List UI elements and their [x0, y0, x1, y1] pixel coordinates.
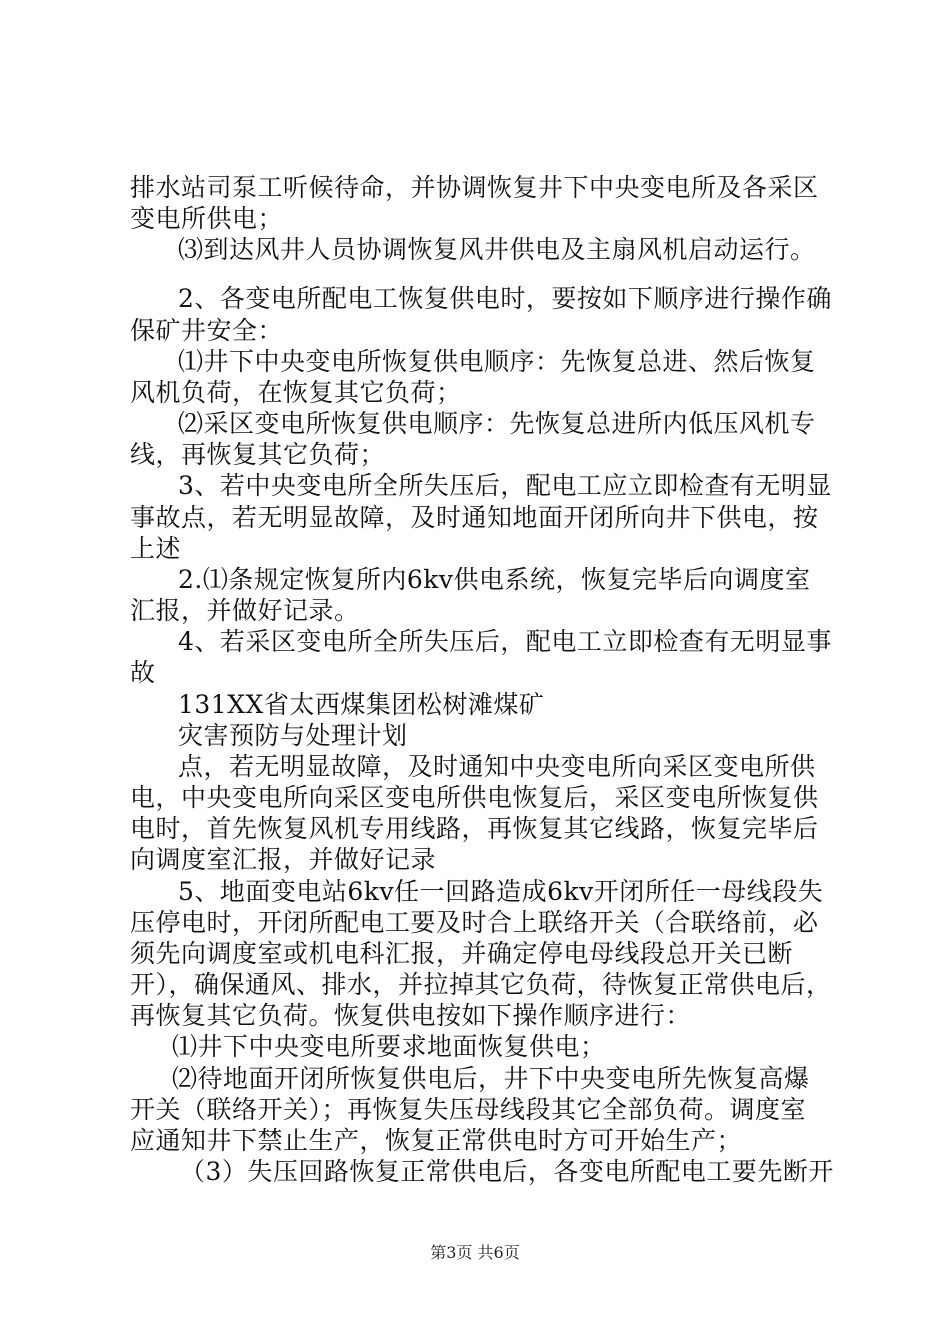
text-line-16: 故 — [130, 658, 156, 687]
text-line-32: （3）失压回路恢复正常供电后，各变电所配电工要先断开 — [180, 1157, 834, 1186]
text-line-23: 5、地面变电站6kv任一回路造成6kv开闭所任一母线段失 — [178, 877, 824, 906]
text-line-11: 事故点，若无明显故障，及时通知地面开闭所向井下供电，按 — [130, 503, 819, 532]
page-footer: 第3页 共6页 — [430, 1243, 520, 1262]
text-line-6: ⑴井下中央变电所恢复供电顺序：先恢复总进、然后恢复 — [178, 347, 816, 376]
text-line-19: 点，若无明显故障，及时通知中央变电所向采区变电所供 — [178, 752, 816, 781]
text-line-27: 再恢复其它负荷。恢复供电按如下操作顺序进行： — [130, 1001, 692, 1030]
text-line-22: 向调度室汇报，并做好记录 — [130, 845, 437, 874]
text-line-18: 灾害预防与处理计划 — [178, 721, 408, 750]
text-line-25: 须先向调度室或机电科汇报，并确定停电母线段总开关已断 — [130, 939, 794, 968]
text-line-3: ⑶到达风井人员协调恢复风井供电及主扇风机启动运行。 — [178, 235, 816, 264]
text-line-12: 上述 — [130, 534, 182, 563]
text-line-29: ⑵待地面开闭所恢复供电后，井下中央变电所先恢复高爆 — [172, 1064, 810, 1093]
text-line-31: 应通知井下禁止生产，恢复正常供电时方可开始生产； — [130, 1126, 743, 1155]
text-line-1: 排水站司泵工听候待命，并协调恢复井下中央变电所及各采区 — [130, 173, 819, 202]
text-line-21: 电时，首先恢复风机专用线路，再恢复其它线路，恢复完毕后 — [130, 814, 819, 843]
text-line-9: 线，再恢复其它负荷； — [130, 440, 386, 469]
text-line-5: 保矿井安全： — [130, 316, 284, 345]
text-line-4: 2、各变电所配电工恢复供电时，要按如下顺序进行操作确 — [178, 284, 832, 313]
text-line-26: 开），确保通风、排水，并拉掉其它负荷，待恢复正常供电后， — [130, 970, 832, 999]
text-line-2: 变电所供电； — [130, 204, 284, 233]
text-line-8: ⑵采区变电所恢复供电顺序：先恢复总进所内低压风机专 — [178, 409, 816, 438]
text-line-14: 汇报，并做好记录。 — [130, 596, 360, 625]
text-line-28: ⑴井下中央变电所要求地面恢复供电； — [172, 1032, 606, 1061]
text-line-7: 风机负荷，在恢复其它负荷； — [130, 378, 462, 407]
text-line-20: 电，中央变电所向采区变电所供电恢复后，采区变电所恢复供 — [130, 783, 819, 812]
text-line-24: 压停电时，开闭所配电工要及时合上联络开关（合联络前，必 — [130, 908, 819, 937]
text-line-17: 131XX省太西煤集团松树滩煤矿 — [178, 690, 545, 719]
text-line-15: 4、若采区变电所全所失压后，配电工立即检查有无明显事 — [178, 627, 832, 656]
text-line-10: 3、若中央变电所全所失压后，配电工应立即检查有无明显 — [178, 471, 832, 500]
text-line-30: 开关（联络开关）；再恢复失压母线段其它全部负荷。调度室 — [130, 1095, 807, 1124]
text-line-13: 2.⑴条规定恢复所内6kv供电系统，恢复完毕后向调度室 — [178, 565, 811, 594]
